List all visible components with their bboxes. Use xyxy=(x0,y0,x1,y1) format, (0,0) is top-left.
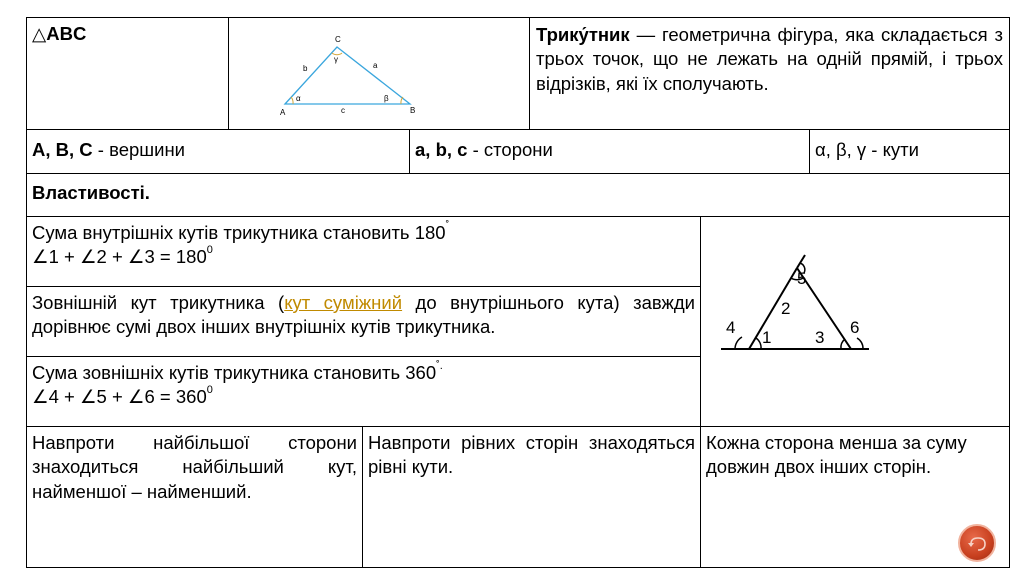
triangle-abc-figure xyxy=(229,18,529,129)
return-arrow-icon xyxy=(967,535,989,553)
sides-cell xyxy=(409,129,810,174)
largest-side-cell xyxy=(26,426,363,568)
vertices-label: A, B, C xyxy=(32,139,93,160)
vertex-c-label: C xyxy=(335,35,341,44)
sides-text: - сторони xyxy=(467,139,553,160)
sum-exterior-statement xyxy=(32,361,695,385)
slide-nav-button[interactable] xyxy=(958,524,996,562)
triangle-symbol: △ABC xyxy=(32,23,87,44)
angle-4-label: 4 xyxy=(726,318,736,337)
sum-exterior-degree: ˚. xyxy=(436,360,443,372)
sides-label: a, b, c xyxy=(415,139,468,160)
sum-interior-formula-sup: 0 xyxy=(206,244,213,257)
vertices-cell xyxy=(26,129,410,174)
angle-6-label: 6 xyxy=(850,318,860,337)
adjacent-angle-link[interactable]: кут суміжний xyxy=(284,292,403,313)
side-b-label: b xyxy=(303,64,308,73)
sum-interior-statement xyxy=(32,221,695,245)
sum-interior-formula xyxy=(32,245,695,269)
angle-3-label: 3 xyxy=(815,328,825,347)
properties-heading: Властивості. xyxy=(32,182,150,203)
sum-exterior-formula-sup: 0 xyxy=(206,384,213,397)
equal-sides-cell xyxy=(362,426,701,568)
side-c-label: c xyxy=(341,106,345,115)
triangle-figure-cell xyxy=(228,17,530,130)
angle-1-label: 1 xyxy=(762,328,772,347)
vertices-text: - вершини xyxy=(92,139,186,160)
vertex-a-label: A xyxy=(280,108,286,117)
angle-2-label: 2 xyxy=(781,299,791,318)
angles-cell xyxy=(809,129,1010,174)
angle-alpha-label: α xyxy=(296,94,301,103)
triangle-inequality-text: Кожна сторона менша за суму довжин двох інших сторін. xyxy=(706,432,967,478)
triangle-symbol-cell xyxy=(26,17,229,130)
sum-exterior-text: Сума зовнішніх кутів трикутника становить 360 xyxy=(32,362,437,383)
definition-cell xyxy=(529,17,1010,130)
vertex-b-label: B xyxy=(410,106,416,115)
angles-figure-cell xyxy=(700,216,1010,427)
exterior-prefix: Зовнішній кут трикутника ( xyxy=(32,292,285,313)
sum-exterior-formula-text: ∠4 + ∠5 + ∠6 = 360 xyxy=(32,386,207,408)
angle-gamma-label: γ xyxy=(334,55,338,64)
angles-text: α, β, γ - кути xyxy=(815,139,919,160)
side-a-label: a xyxy=(373,61,378,70)
exterior-suffix: до внутрішнього кута) завжди дорівнює сумі двох інших внутрішніх кутів трикутника. xyxy=(32,292,696,338)
sum-exterior-cell xyxy=(26,356,701,427)
angle-5-label: 5 xyxy=(797,269,807,288)
definition-text: — геометрична фігура, яка складається з трьох точок, що не лежать на одній прямій, і трьох відрізків, які їх сполучають. xyxy=(536,24,1003,94)
sum-interior-cell xyxy=(26,216,701,287)
equal-sides-text: Навпроти рівних сторін знаходяться рівні кути. xyxy=(368,432,695,478)
exterior-angle-cell xyxy=(26,286,701,357)
properties-heading-cell xyxy=(26,173,1010,217)
sum-exterior-formula xyxy=(32,385,695,409)
largest-side-text: Навпроти найбільшої сторони знаходиться найбільший кут, найменшої – найменший. xyxy=(32,432,357,502)
triangle-angles-figure xyxy=(701,217,1009,426)
sum-interior-degree: ˚ xyxy=(445,220,450,232)
sum-interior-formula-text: ∠1 + ∠2 + ∠3 = 180 xyxy=(32,246,207,268)
definition-term: Трику́тник xyxy=(536,24,630,45)
angle-beta-label: β xyxy=(384,94,389,103)
sum-interior-text: Сума внутрішніх кутів трикутника становить 180 xyxy=(32,222,446,243)
